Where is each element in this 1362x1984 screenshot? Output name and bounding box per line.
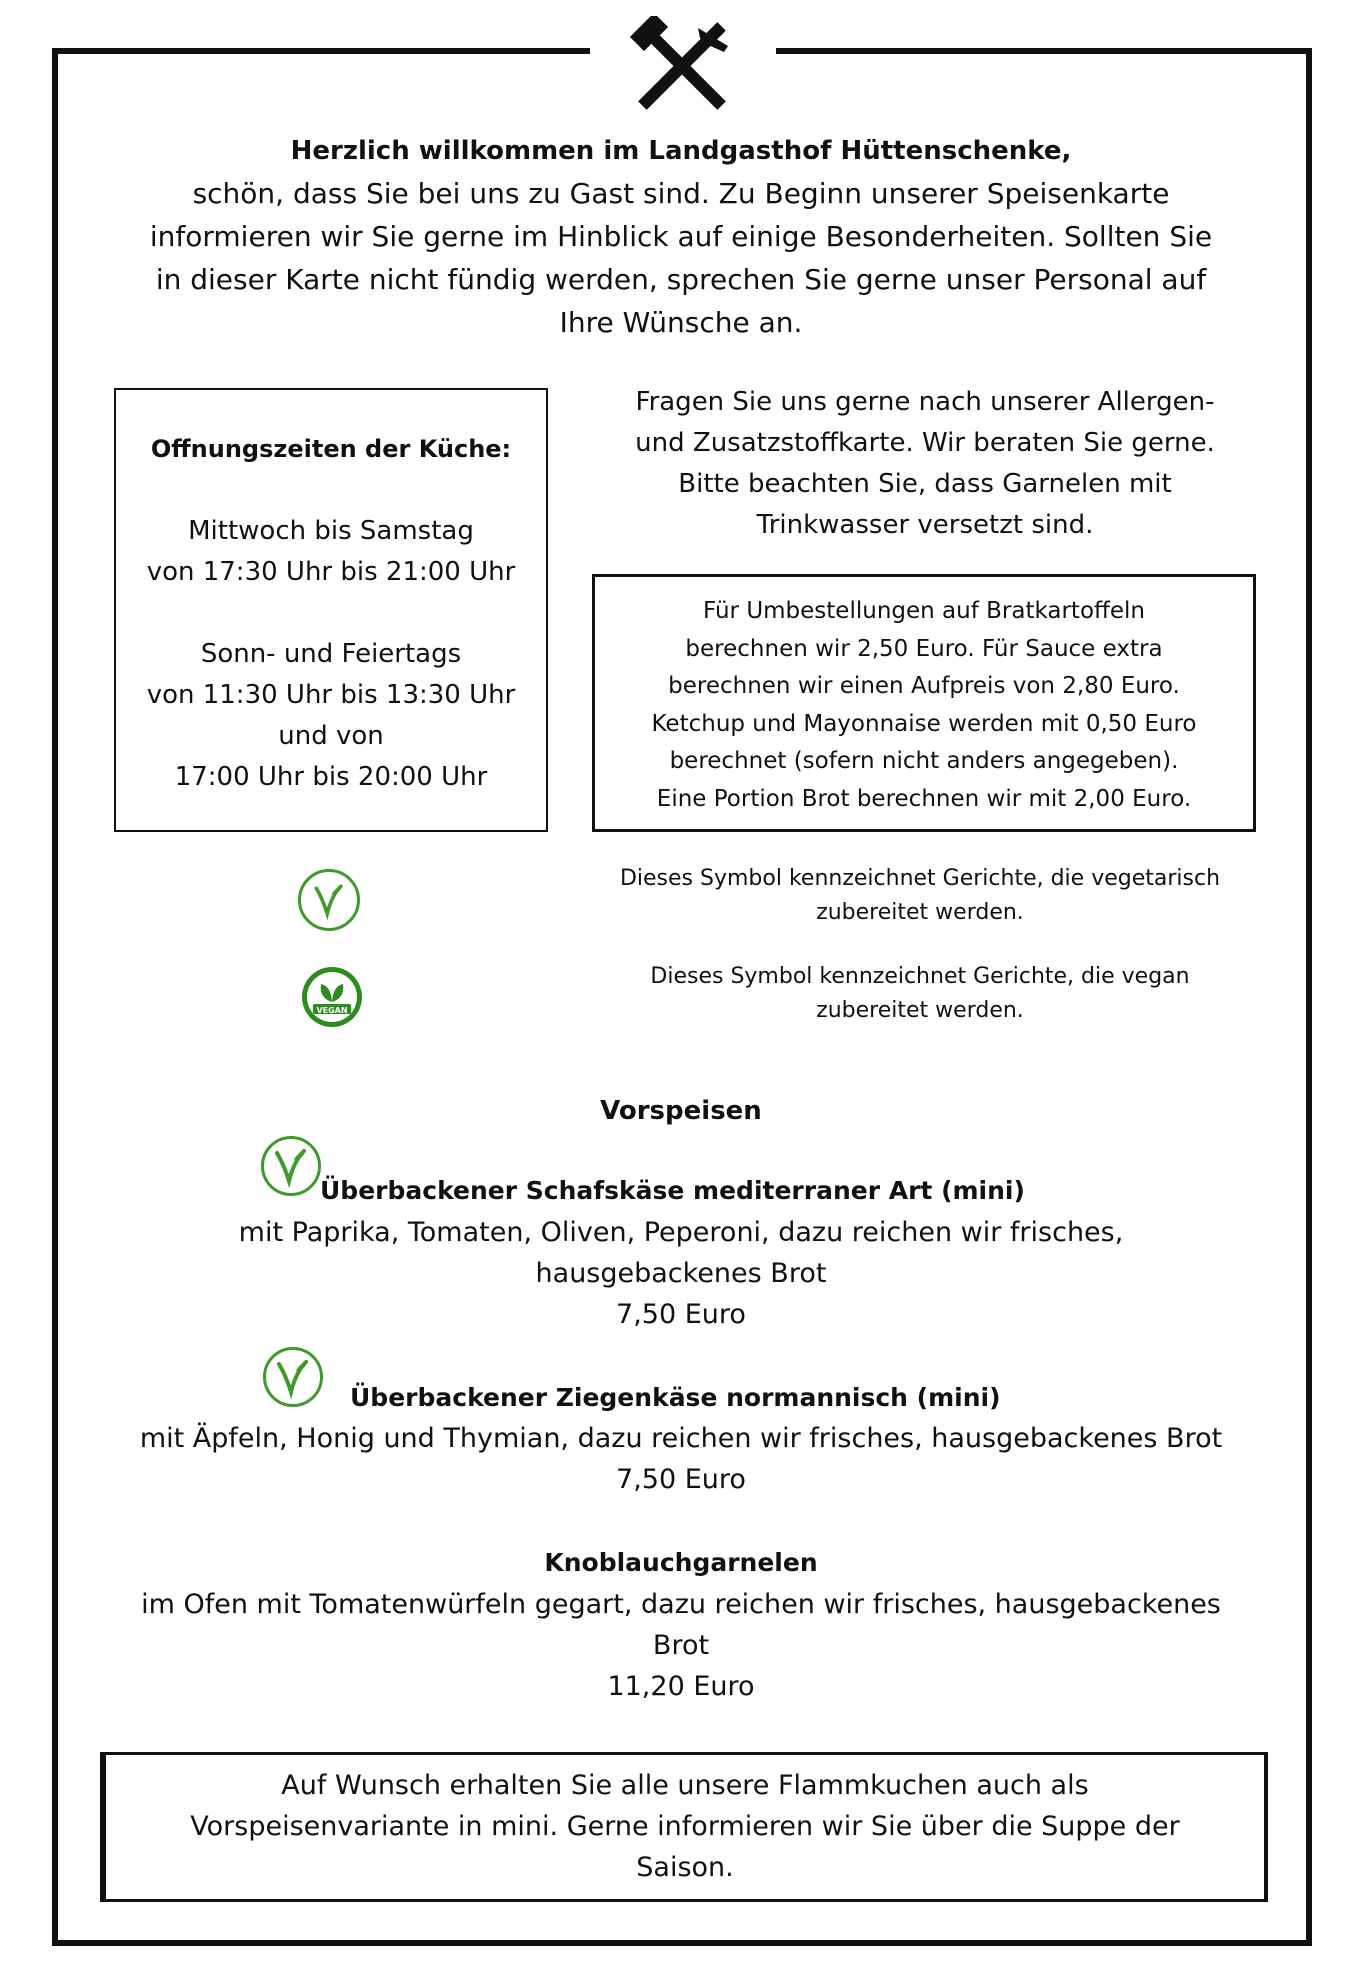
dish-price: 7,50 Euro [616, 1464, 746, 1495]
weekend-time-2: 17:00 Uhr bis 20:00 Uhr [174, 762, 488, 792]
vegetarian-v-icon [298, 869, 360, 931]
legend-line: zubereitet werden. [816, 998, 1024, 1023]
dish-description [90, 1212, 1272, 1335]
extras-line: berechnen wir 2,50 Euro. Für Sauce extra [685, 635, 1163, 662]
dish-price: 11,20 Euro [607, 1671, 755, 1702]
note-line: Vorspeisenvariante in mini. Gerne informieren wir Sie über die Suppe der [190, 1811, 1180, 1842]
dish-description [90, 1418, 1272, 1500]
allergen-line: Bitte beachten Sie, dass Garnelen mit [678, 469, 1172, 499]
extras-line: Eine Portion Brot berechnen wir mit 2,00 Euro. [656, 785, 1192, 812]
welcome-line: Ihre Wünsche an. [559, 306, 803, 339]
welcome-line: informieren wir Sie gerne im Hinblick auf einige Besonderheiten. Sollten Sie [149, 220, 1213, 253]
vegan-badge-label: VEGAN [316, 1006, 348, 1015]
flammkuchen-note-box [100, 1752, 1268, 1902]
dish-name: Überbackener Schafskäse mediterraner Art (mini) [320, 1176, 1025, 1205]
vegan-leaf-icon [302, 967, 362, 1027]
allergen-line: Fragen Sie uns gerne nach unserer Allergen- [635, 387, 1215, 417]
weekend-days: Sonn- und Feiertags [200, 639, 462, 669]
description-line: Brot [652, 1630, 710, 1661]
extras-line: Für Umbestellungen auf Bratkartoffeln [703, 598, 1145, 624]
weekday-time: von 17:30 Uhr bis 21:00 Uhr [146, 557, 516, 587]
vegetarian-v-icon [262, 1346, 324, 1408]
extras-price-box [592, 574, 1256, 832]
vegetarian-legend-text [590, 862, 1250, 930]
weekend-and: und von [278, 721, 384, 751]
description-line: hausgebackenes Brot [535, 1258, 827, 1289]
note-line: Saison. [636, 1852, 734, 1883]
welcome-title: Herzlich willkommen im Landgasthof Hüttenschenke, [290, 136, 1072, 166]
weekend-time-1: von 11:30 Uhr bis 13:30 Uhr [146, 680, 516, 710]
allergen-line: Trinkwasser versetzt sind. [756, 510, 1094, 540]
welcome-line: in dieser Karte nicht fündig werden, sprechen Sie gerne unser Personal auf [155, 263, 1207, 296]
extras-line: berechnet (sofern nicht anders angegeben). [669, 748, 1179, 775]
vegan-legend-text [590, 960, 1250, 1028]
description-line: mit Paprika, Tomaten, Oliven, Peperoni, dazu reichen wir frisches, [238, 1217, 1124, 1248]
legend-line: Dieses Symbol kennzeichnet Gerichte, die vegan [650, 964, 1190, 989]
allergen-note [590, 382, 1260, 546]
dish-name: Überbackener Ziegenkäse normannisch (mini) [350, 1383, 1001, 1412]
dish-name: Knoblauchgarnelen [544, 1548, 818, 1577]
description-line: im Ofen mit Tomatenwürfeln gegart, dazu reichen wir frisches, hausgebackenes [141, 1589, 1221, 1620]
welcome-text [90, 172, 1272, 344]
vegetarian-v-icon [260, 1135, 322, 1197]
section-title: Vorspeisen [600, 1096, 762, 1126]
legend-line: zubereitet werden. [816, 900, 1024, 925]
extras-line: berechnen wir einen Aufpreis von 2,80 Euro. [668, 673, 1180, 700]
note-line: Auf Wunsch erhalten Sie alle unsere Flammkuchen auch als [281, 1770, 1089, 1801]
kitchen-hours-title: Offnungszeiten der Küche: [150, 435, 512, 463]
weekday-days: Mittwoch bis Samstag [188, 516, 474, 546]
extras-line: Ketchup und Mayonnaise werden mit 0,50 Euro [651, 710, 1197, 737]
kitchen-hours-box [114, 388, 548, 832]
description-line: mit Äpfeln, Honig und Thymian, dazu reichen wir frisches, hausgebackenes Brot [139, 1423, 1223, 1454]
legend-line: Dieses Symbol kennzeichnet Gerichte, die vegetarisch [619, 866, 1221, 891]
hammer-and-pick-icon [628, 16, 736, 116]
dish-price: 7,50 Euro [616, 1299, 746, 1330]
allergen-line: und Zusatzstoffkarte. Wir beraten Sie gerne. [635, 428, 1215, 458]
dish-description [90, 1584, 1272, 1707]
welcome-line: schön, dass Sie bei uns zu Gast sind. Zu Beginn unserer Speisenkarte [192, 177, 1170, 210]
